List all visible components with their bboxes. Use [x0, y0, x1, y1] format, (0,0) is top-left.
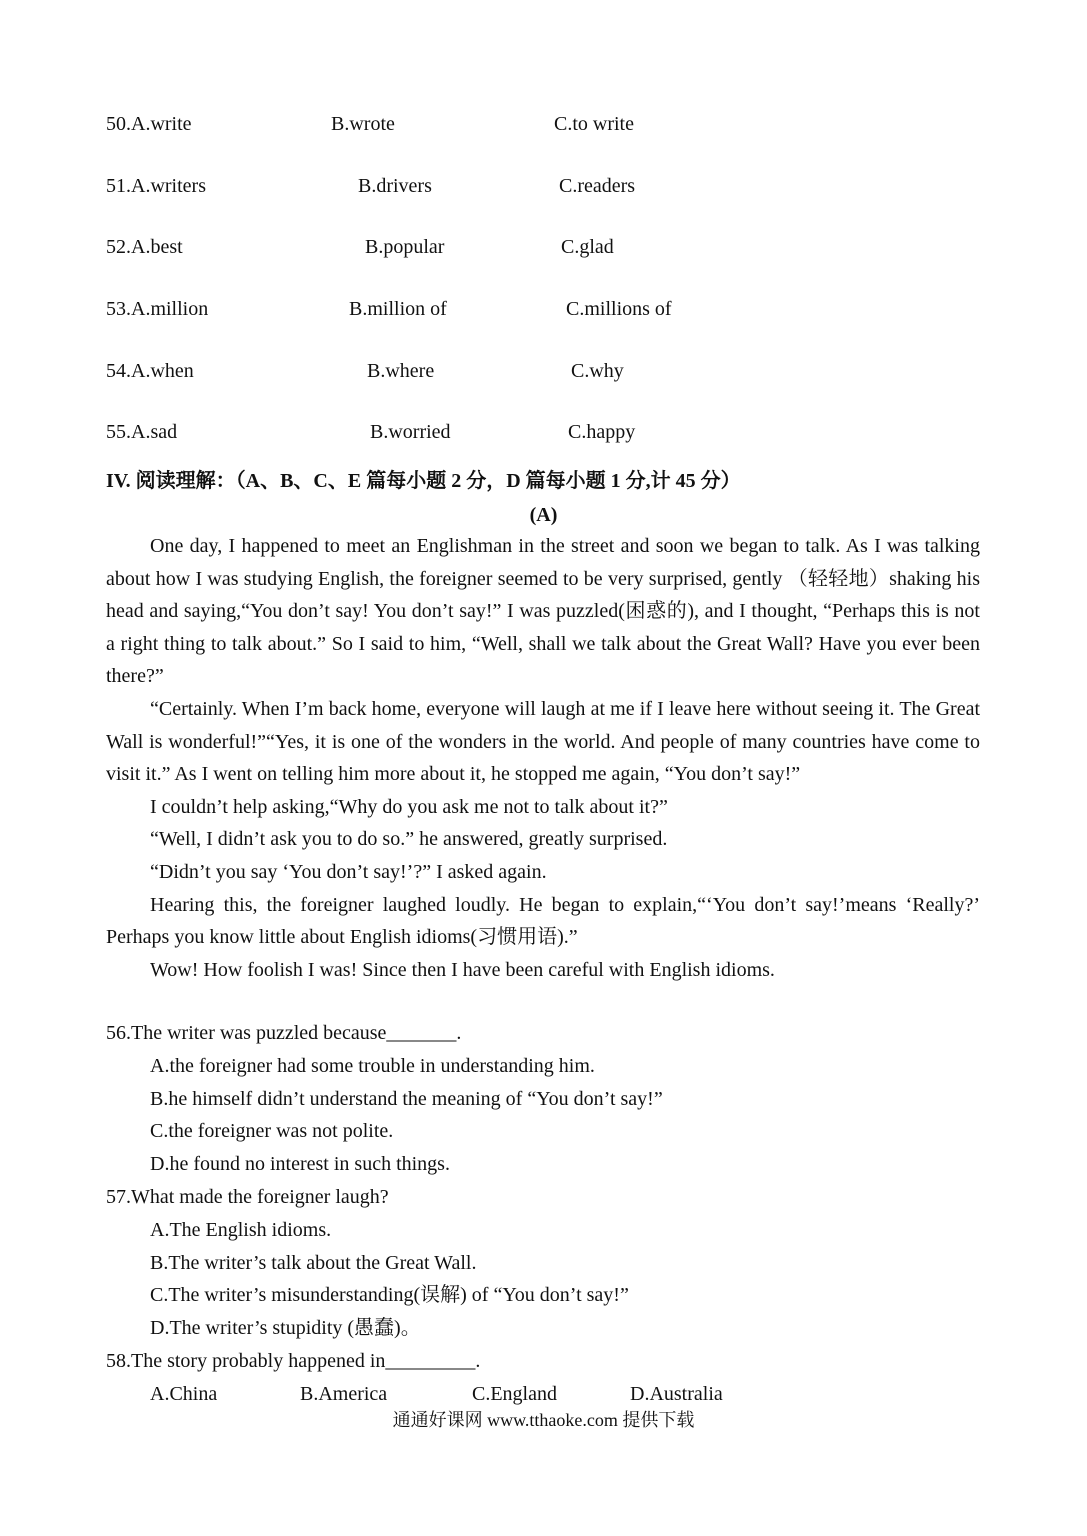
reading-passage: [106, 530, 980, 986]
option-row-55: [0, 417, 1087, 447]
question-list: [106, 1017, 980, 1411]
page-footer: 通通好课网 www.tthaoke.com 提供下载: [392, 1410, 695, 1430]
question-stem: 58.The story probably happened in_________.: [106, 1349, 481, 1372]
choice-d: D.Australia: [630, 1382, 723, 1405]
option-b: B.million of: [349, 298, 447, 320]
question-58: [106, 1345, 980, 1411]
option-b: B.drivers: [358, 175, 432, 197]
option-row-53: [0, 294, 1087, 324]
choice-b: B.The writer’s talk about the Great Wall.: [150, 1251, 477, 1274]
passage-paragraph: “Didn’t you say ‘You don’t say!’?” I asked again.: [150, 860, 547, 883]
passage-title: (A): [529, 504, 558, 526]
choice-c: C.England: [472, 1382, 557, 1405]
option-c: C.happy: [568, 421, 636, 443]
question-56: [106, 1017, 980, 1181]
option-a: 50.A.write: [106, 113, 192, 135]
section-heading: IV. 阅读理解：（A、B、C、E 篇每小题 2 分，D 篇每小题 1 分,计 45 分）: [106, 470, 741, 492]
option-b: B.where: [367, 360, 435, 382]
option-b: B.worried: [370, 421, 451, 443]
choice-c: C.The writer’s misunderstanding(误解) of “You don’t say!”: [150, 1284, 629, 1307]
choice-b: B.he himself didn’t understand the meaning of “You don’t say!”: [150, 1087, 663, 1110]
option-b: B.wrote: [331, 113, 395, 135]
question-stem: 57.What made the foreigner laugh?: [106, 1185, 389, 1208]
option-row-50: [0, 109, 1087, 139]
passage-paragraph: One day, I happened to meet an Englishman in the street and soon we began to talk. As I was talking about how I was studying English, the foreigner seemed to be very surprised, gently （轻轻地）shaking his head and saying,“You don’t say! You don’t say!” I was puzzled(困惑的), and I thought, “Perhaps this is not a right thing to talk about.” So I said to him, “Well, shall we talk about the Great Wall? Have you ever been there?”: [106, 535, 980, 688]
passage-paragraph: Hearing this, the foreigner laughed loudly. He began to explain,“‘You don’t say!’means ‘Really?’ Perhaps you know little about English idioms(习惯用语).”: [106, 893, 980, 949]
passage-paragraph: Wow! How foolish I was! Since then I have been careful with English idioms.: [150, 958, 775, 981]
option-c: C.readers: [559, 175, 636, 197]
option-a: 52.A.best: [106, 236, 183, 258]
option-c: C.millions of: [566, 298, 672, 320]
option-row-51: [0, 171, 1087, 201]
option-b: B.popular: [365, 236, 445, 258]
choice-d: D.he found no interest in such things.: [150, 1153, 450, 1176]
option-a: 53.A.million: [106, 298, 209, 320]
choice-d: D.The writer’s stupidity (愚蠢)。: [150, 1317, 421, 1340]
choice-a: A.The English idioms.: [150, 1218, 332, 1241]
option-c: C.why: [571, 360, 624, 382]
question-57: [106, 1181, 980, 1345]
option-c: C.glad: [561, 236, 614, 258]
question-stem: 56.The writer was puzzled because_______.: [106, 1022, 462, 1044]
passage-paragraph: “Well, I didn’t ask you to do so.” he answered, greatly surprised.: [150, 828, 668, 851]
choice-c: C.the foreigner was not polite.: [150, 1120, 394, 1143]
option-row-54: [0, 356, 1087, 386]
choice-a: A.the foreigner had some trouble in understanding him.: [150, 1054, 595, 1077]
option-a: 55.A.sad: [106, 421, 178, 443]
passage-paragraph: “Certainly. When I’m back home, everyone will laugh at me if I leave here without seeing it. The Great Wall is wonderful!”“Yes, it is one of the wonders in the world. And people of many countries have come to visit it.” As I went on telling him more about it, he stopped me again, “You don’t say!”: [106, 697, 980, 786]
passage-paragraph: I couldn’t help asking,“Why do you ask me not to talk about it?”: [150, 795, 668, 818]
choice-b: B.America: [300, 1382, 388, 1405]
option-c: C.to write: [554, 113, 634, 135]
option-a: 51.A.writers: [106, 175, 206, 197]
option-row-52: [0, 232, 1087, 262]
option-a: 54.A.when: [106, 360, 194, 382]
choice-a: A.China: [150, 1382, 218, 1405]
